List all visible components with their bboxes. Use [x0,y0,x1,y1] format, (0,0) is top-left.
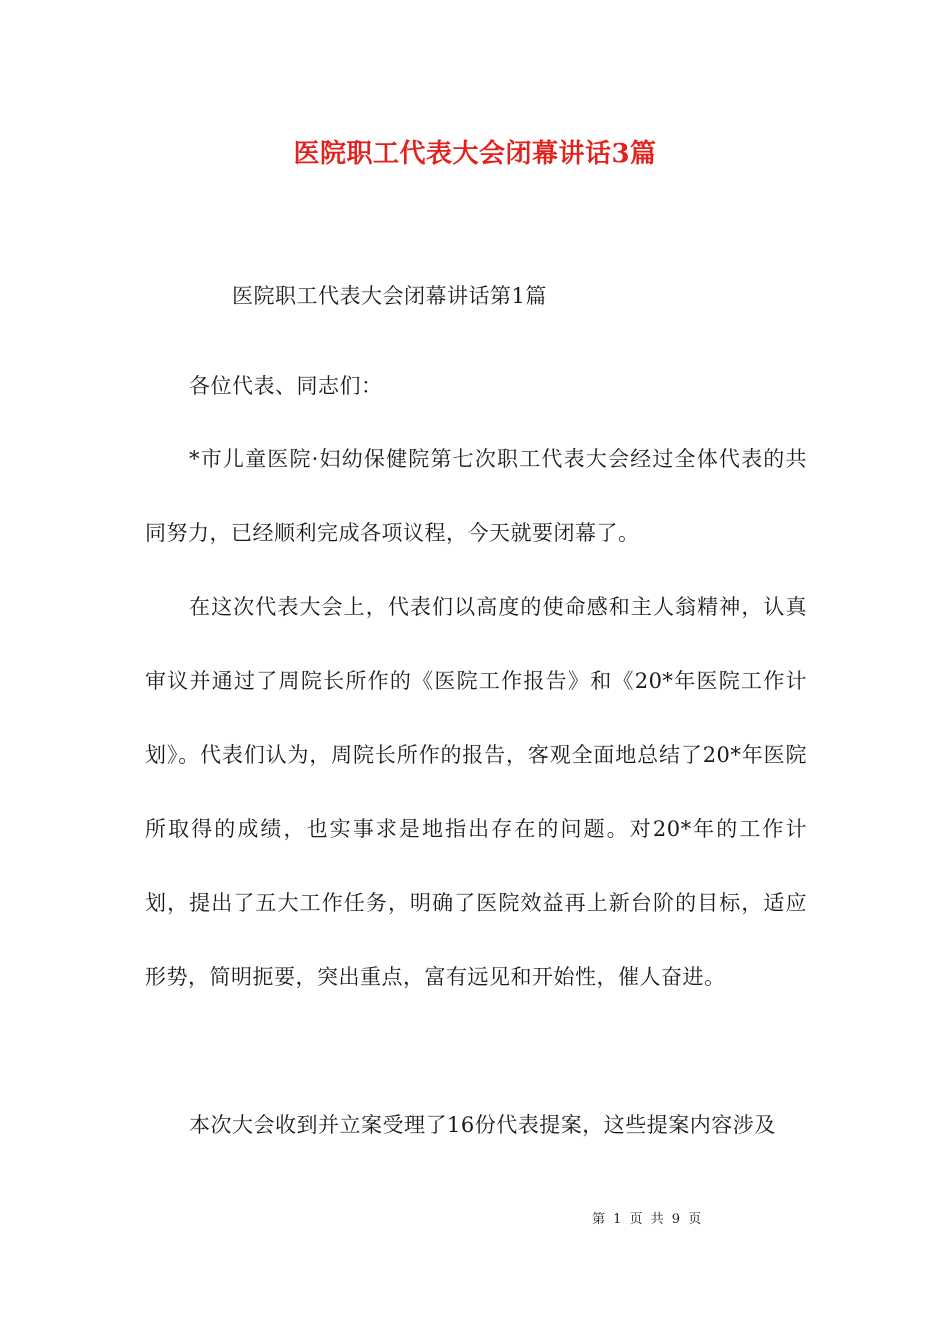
section-heading: 医院职工代表大会闭幕讲话第1篇 [232,284,547,308]
paragraph-3 [145,1088,807,1162]
paragraph-2 [145,570,807,1014]
paragraph-text: *市儿童医院·妇幼保健院第七次职工代表大会经过全体代表的共同努力，已经顺利完成各项议程，今天就要闭幕了。 [145,447,807,545]
greeting-text: 各位代表、同志们： [189,374,383,398]
document-title: 医院职工代表大会闭幕讲话3篇 [293,139,657,169]
paragraph-text: 本次大会收到并立案受理了16份代表提案，这些提案内容涉及 [189,1113,776,1137]
page-number-footer: 第 1 页 共 9 页 [592,1212,704,1227]
paragraph-text: 在这次代表大会上，代表们以高度的使命感和主人翁精神，认真审议并通过了周院长所作的《医院工作报告》和《20*年医院工作计划》。代表们认为，周院长所作的报告，客观全面地总结了20*年医院所取得的成绩，也实事求是地指出存在的问题。对20*年的工作计划，提出了五大工作任务，明确了医院效益再上新台阶的目标，适应形势，简明扼要，突出重点，富有远见和开始性，催人奋进。 [145,595,807,989]
paragraph-1 [145,422,807,570]
greeting-line [145,349,807,423]
